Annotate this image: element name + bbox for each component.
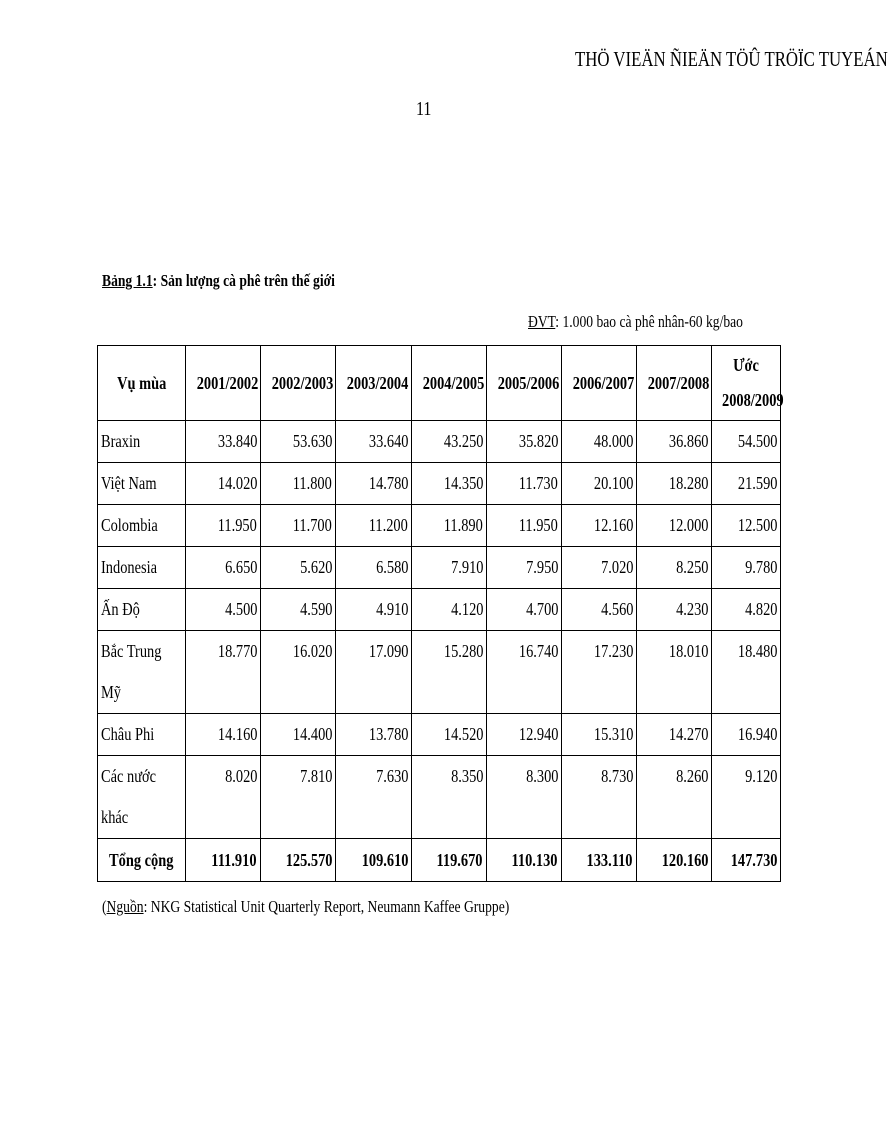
column-header: 2003/2004: [336, 346, 412, 421]
column-header: 2001/2002: [186, 346, 261, 421]
table-cell: 111.910: [186, 839, 261, 882]
table-cell: 18.280: [637, 463, 712, 505]
row-label: Indonesia: [98, 547, 186, 589]
row-label: Châu Phi: [98, 714, 186, 756]
table-cell: 7.630: [336, 756, 412, 839]
source-text: : NKG Statistical Unit Quarterly Report, Neumann Kaffee Gruppe): [143, 897, 510, 916]
table-cell: 7.910: [412, 547, 487, 589]
column-header: 2005/2006: [487, 346, 562, 421]
source-note: (Nguồn: NKG Statistical Unit Quarterly Report, Neumann Kaffee Gruppe): [102, 897, 510, 916]
row-label: Các nước khác: [98, 756, 186, 839]
table-cell: 8.300: [487, 756, 562, 839]
table-cell: 4.590: [261, 589, 336, 631]
table-cell: 20.100: [562, 463, 637, 505]
table-row: [98, 463, 781, 505]
table-cell: 14.020: [186, 463, 261, 505]
table-cell: 14.520: [412, 714, 487, 756]
table-cell: 17.230: [562, 631, 637, 714]
table-cell: 16.740: [487, 631, 562, 714]
table-cell: 48.000: [562, 421, 637, 463]
table-cell: 12.940: [487, 714, 562, 756]
table-cell: 17.090: [336, 631, 412, 714]
column-header: 2002/2003: [261, 346, 336, 421]
table-cell: 54.500: [712, 421, 781, 463]
table-cell: 12.000: [637, 505, 712, 547]
table-cell: 18.770: [186, 631, 261, 714]
table-cell: 33.840: [186, 421, 261, 463]
row-label: Tổng cộng: [98, 839, 186, 882]
column-header: Ước 2008/2009: [712, 346, 781, 421]
table-cell: 4.500: [186, 589, 261, 631]
coffee-production-table: [97, 345, 784, 882]
table-cell: 4.910: [336, 589, 412, 631]
table-cell: 13.780: [336, 714, 412, 756]
table-cell: 11.950: [487, 505, 562, 547]
row-label: Việt Nam: [98, 463, 186, 505]
table-cell: 12.160: [562, 505, 637, 547]
table-cell: 133.110: [562, 839, 637, 882]
table-cell: 109.610: [336, 839, 412, 882]
table-cell: 9.120: [712, 756, 781, 839]
table-cell: 16.940: [712, 714, 781, 756]
row-label: Braxin: [98, 421, 186, 463]
table-cell: 7.020: [562, 547, 637, 589]
table-row: [98, 631, 781, 714]
table-cell: 11.700: [261, 505, 336, 547]
row-label: Bắc Trung Mỹ: [98, 631, 186, 714]
table-cell: 7.950: [487, 547, 562, 589]
column-header: 2004/2005: [412, 346, 487, 421]
table-cell: 16.020: [261, 631, 336, 714]
table-caption: [102, 271, 335, 291]
column-header: 2007/2008: [637, 346, 712, 421]
page-header: THÖ VIEÄN ÑIEÄN TÖÛ TRÖÏC TUYEÁN: [575, 47, 888, 71]
table-cell: 119.670: [412, 839, 487, 882]
unit-text: : 1.000 bao cà phê nhân-60 kg/bao: [555, 312, 743, 331]
table-cell: 14.160: [186, 714, 261, 756]
table-cell: 110.130: [487, 839, 562, 882]
table-cell: 14.400: [261, 714, 336, 756]
page-number: 11: [416, 98, 432, 120]
table-row: [98, 421, 781, 463]
table-header-row: [98, 346, 781, 421]
table-cell: 18.480: [712, 631, 781, 714]
table-cell: 8.260: [637, 756, 712, 839]
table-cell: 120.160: [637, 839, 712, 882]
table-cell: 11.890: [412, 505, 487, 547]
table-cell: 14.350: [412, 463, 487, 505]
table-cell: 9.780: [712, 547, 781, 589]
row-label: Colombia: [98, 505, 186, 547]
table-cell: 11.200: [336, 505, 412, 547]
table-cell: 43.250: [412, 421, 487, 463]
table-cell: 53.630: [261, 421, 336, 463]
table-row: [98, 756, 781, 839]
unit-label: ĐVT: [528, 312, 556, 331]
table-cell: 11.950: [186, 505, 261, 547]
column-header: 2006/2007: [562, 346, 637, 421]
table-cell: 15.280: [412, 631, 487, 714]
unit-note: [528, 312, 743, 332]
column-header: Vụ mùa: [98, 346, 186, 421]
table-cell: 21.590: [712, 463, 781, 505]
table-cell: 7.810: [261, 756, 336, 839]
table-cell: 11.730: [487, 463, 562, 505]
table-row: [98, 547, 781, 589]
row-label: Ấn Độ: [98, 589, 186, 631]
table-cell: 14.780: [336, 463, 412, 505]
table-cell: 8.020: [186, 756, 261, 839]
table-cell: 125.570: [261, 839, 336, 882]
table-cell: 5.620: [261, 547, 336, 589]
table-cell: 6.580: [336, 547, 412, 589]
table-cell: 15.310: [562, 714, 637, 756]
table-cell: 4.230: [637, 589, 712, 631]
table-cell: 11.800: [261, 463, 336, 505]
table-cell: 33.640: [336, 421, 412, 463]
table-cell: 8.730: [562, 756, 637, 839]
table-cell: 8.250: [637, 547, 712, 589]
table-cell: 12.500: [712, 505, 781, 547]
table-total-row: [98, 839, 781, 882]
table-row: [98, 714, 781, 756]
caption-label: Bảng 1.1: [102, 271, 153, 290]
table-cell: 36.860: [637, 421, 712, 463]
table-row: [98, 505, 781, 547]
table-cell: 18.010: [637, 631, 712, 714]
source-label: Nguồn: [106, 897, 144, 916]
table-cell: 4.700: [487, 589, 562, 631]
caption-text: : Sản lượng cà phê trên thế giới: [152, 271, 335, 290]
table-cell: 4.820: [712, 589, 781, 631]
table-row: [98, 589, 781, 631]
table-cell: 4.120: [412, 589, 487, 631]
table-cell: 8.350: [412, 756, 487, 839]
table-cell: 14.270: [637, 714, 712, 756]
table-cell: 4.560: [562, 589, 637, 631]
table-cell: 35.820: [487, 421, 562, 463]
table-cell: 6.650: [186, 547, 261, 589]
table-cell: 147.730: [712, 839, 781, 882]
